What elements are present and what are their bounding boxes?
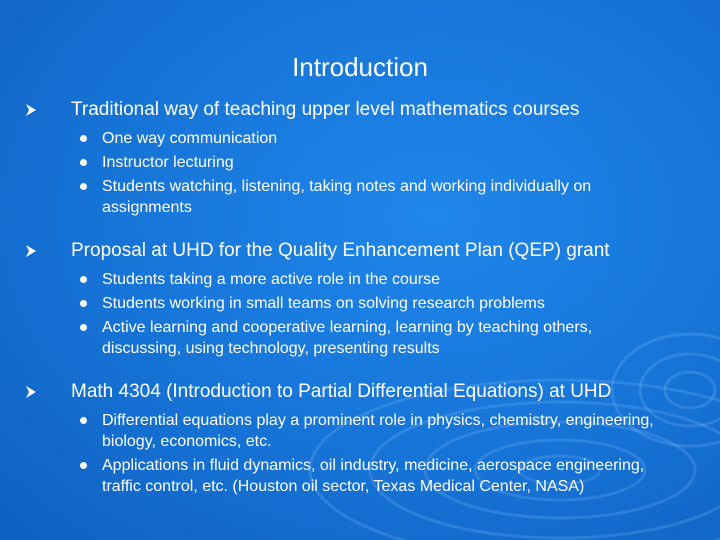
section-heading <box>0 380 720 404</box>
arrow-bullet-icon <box>24 244 38 258</box>
arrow-bullet-icon <box>24 103 38 117</box>
list-item-text: Active learning and cooperative learning, learning by teaching others, discussing, using technology, presenting results <box>102 319 593 357</box>
list-item-text: Students working in small teams on solving research problems <box>102 295 545 312</box>
bullet-list <box>0 410 720 497</box>
dot-bullet-icon <box>80 462 87 469</box>
bullet-list <box>0 269 720 359</box>
section-heading <box>0 98 720 122</box>
section-math-4304 <box>0 380 720 500</box>
list-item <box>0 410 720 452</box>
list-item-text: Students watching, listening, taking notes and working individually on assignments <box>102 178 592 216</box>
list-item-text: Students taking a more active role in the course <box>102 271 440 288</box>
dot-bullet-icon <box>80 324 87 331</box>
section-heading-text: Math 4304 (Introduction to Partial Differential Equations) at UHD <box>71 381 612 402</box>
section-heading <box>0 239 720 263</box>
list-item <box>0 455 720 497</box>
slide-title-text: Introduction <box>292 52 428 82</box>
section-heading-text: Traditional way of teaching upper level mathematics courses <box>71 99 580 120</box>
section-traditional-teaching <box>0 98 720 221</box>
list-item <box>0 176 720 218</box>
dot-bullet-icon <box>80 135 87 142</box>
list-item <box>0 317 720 359</box>
dot-bullet-icon <box>80 183 87 190</box>
arrow-bullet-icon <box>24 385 38 399</box>
section-qep-proposal <box>0 239 720 362</box>
list-item-text: One way communication <box>102 130 278 147</box>
dot-bullet-icon <box>80 300 87 307</box>
list-item <box>0 128 720 149</box>
section-heading-text: Proposal at UHD for the Quality Enhancement Plan (QEP) grant <box>71 240 610 261</box>
list-item <box>0 269 720 290</box>
dot-bullet-icon <box>80 276 87 283</box>
list-item-text: Differential equations play a prominent role in physics, chemistry, engineering, biology, economics, etc. <box>102 412 654 450</box>
list-item <box>0 293 720 314</box>
slide-title <box>0 50 720 84</box>
list-item <box>0 152 720 173</box>
list-item-text: Instructor lecturing <box>102 154 234 171</box>
dot-bullet-icon <box>80 159 87 166</box>
bullet-list <box>0 128 720 218</box>
list-item-text: Applications in fluid dynamics, oil industry, medicine, aerospace engineering, traffic control, etc. (Houston oil sector, Texas Medical Center, NASA) <box>102 457 645 495</box>
dot-bullet-icon <box>80 417 87 424</box>
